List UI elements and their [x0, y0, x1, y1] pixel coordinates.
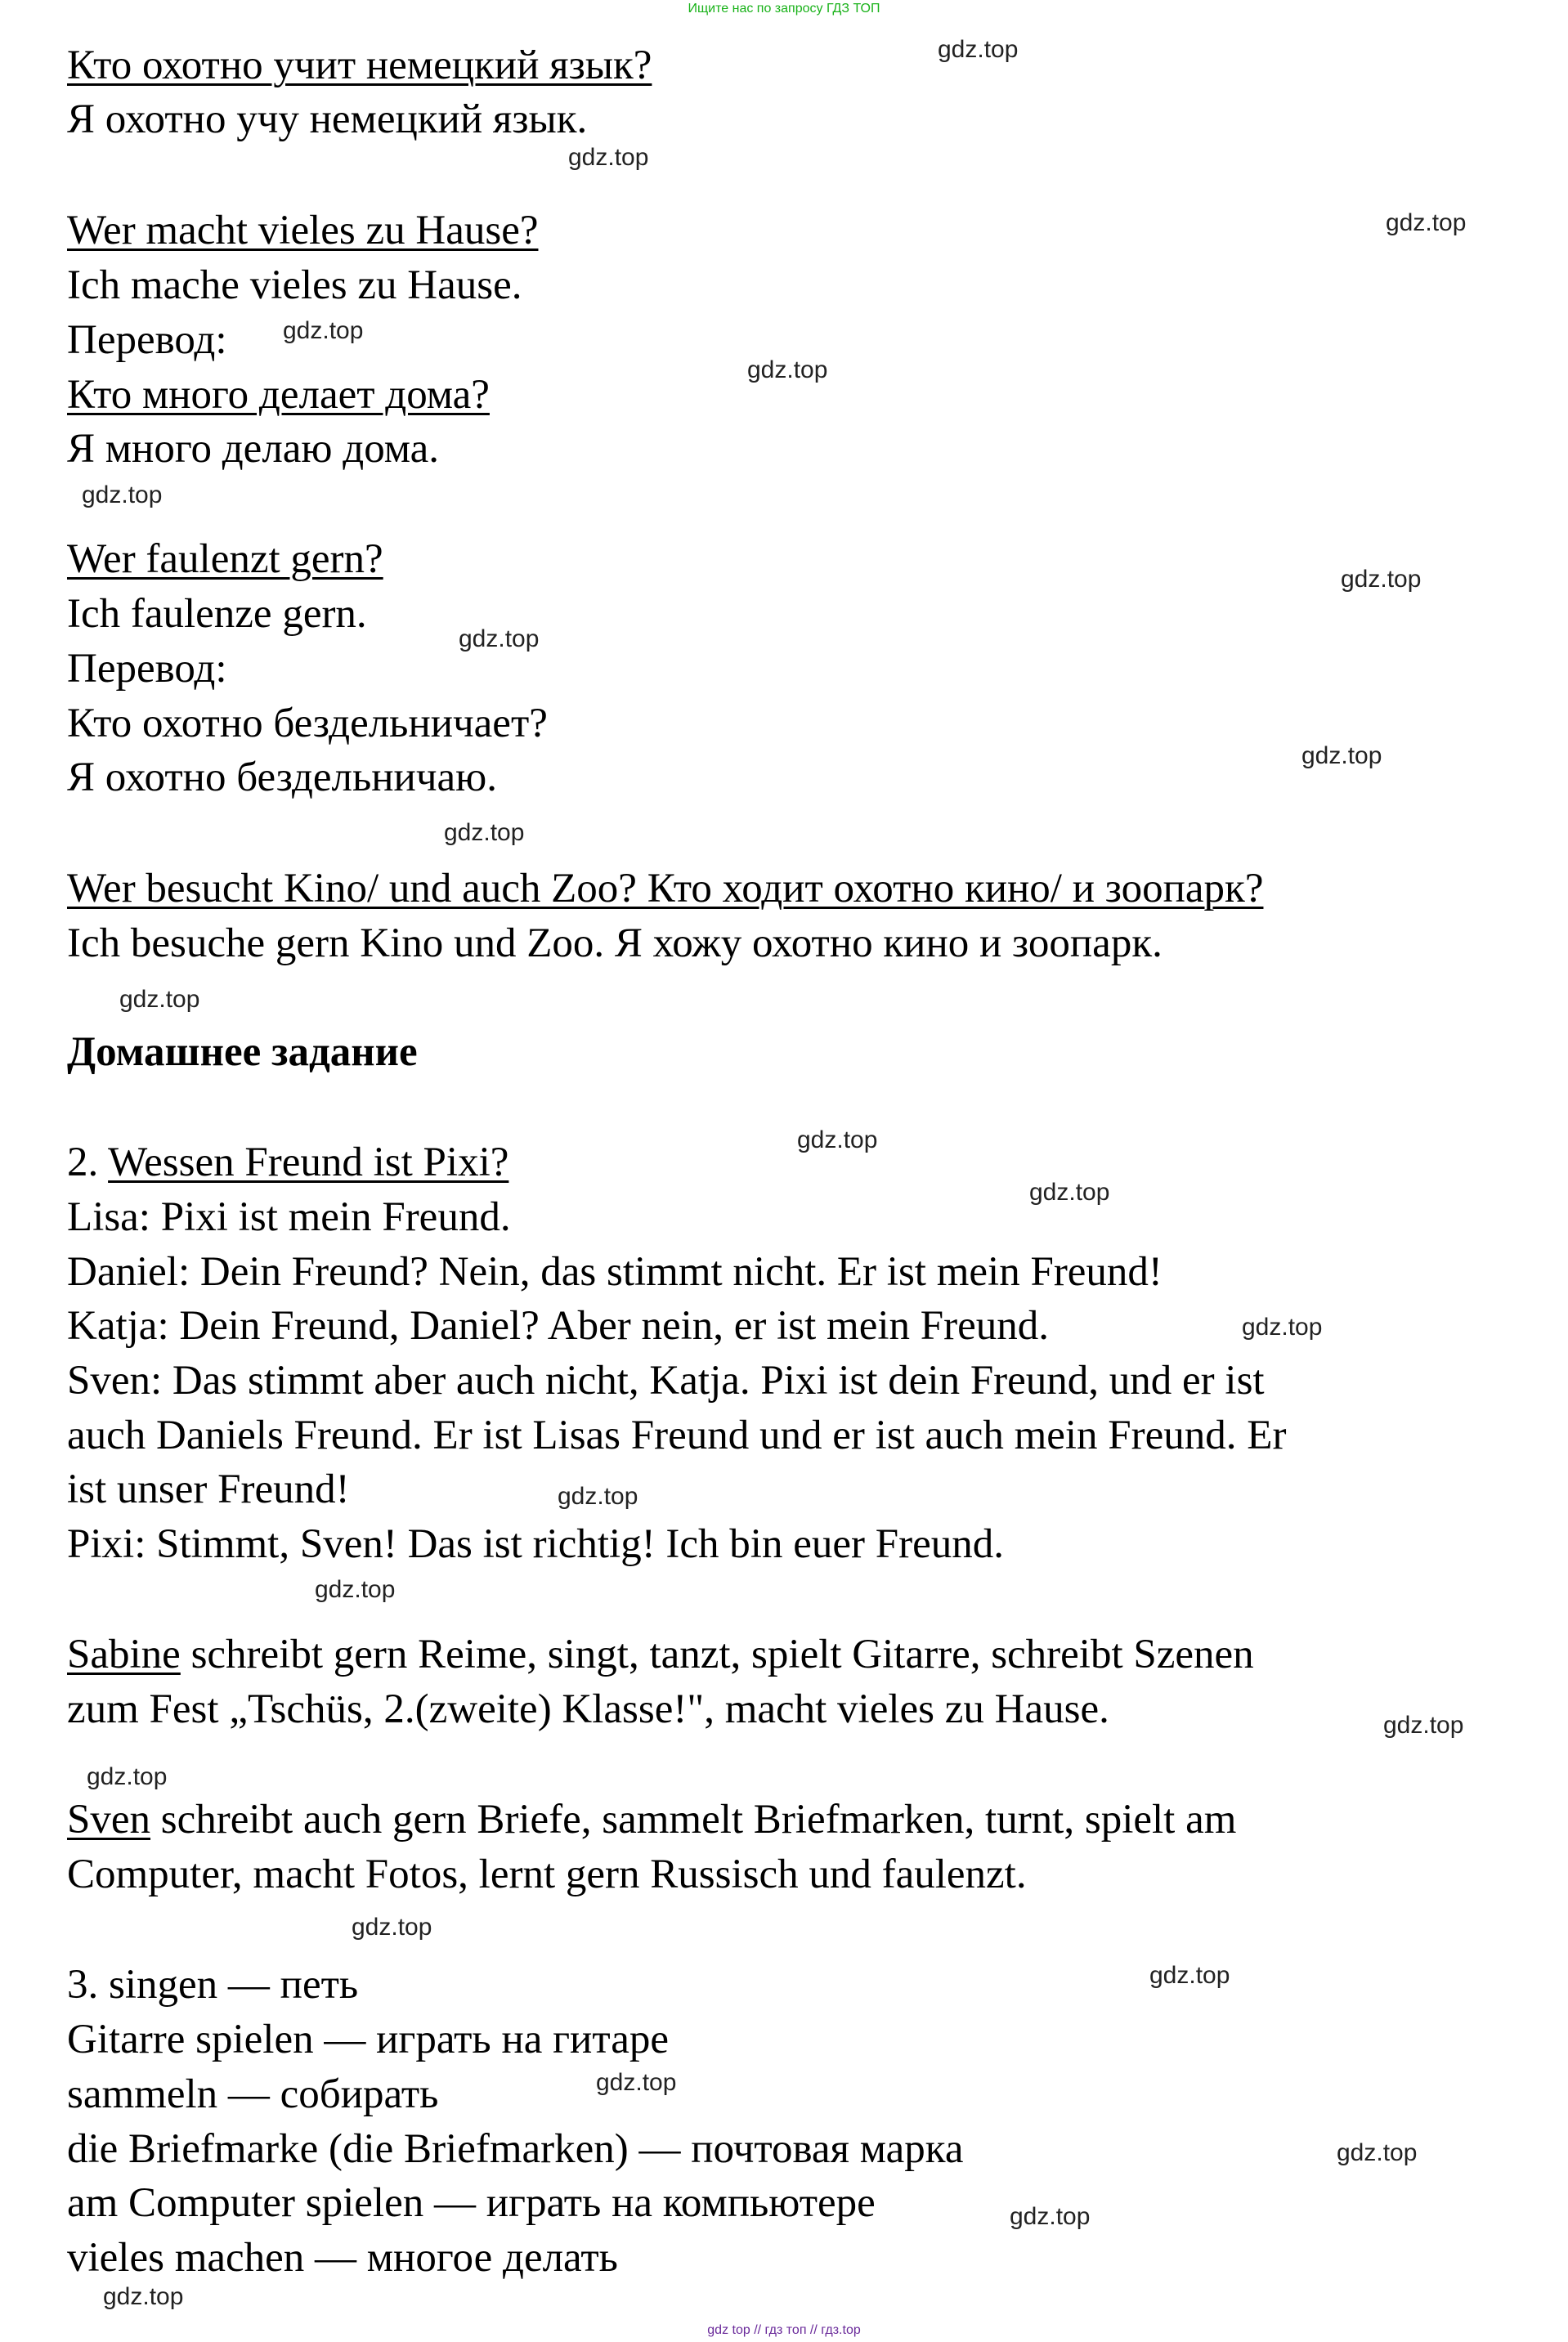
vocab-line: vieles machen — многое делать: [67, 2235, 618, 2281]
dialog-line: Lisa: Pixi ist mein Freund.: [67, 1194, 511, 1240]
sven-line-2: Computer, macht Fotos, lernt gern Russisch und faulenzt.: [67, 1852, 1027, 1897]
watermark: gdz.top: [596, 2069, 677, 2096]
dialog-line: Pixi: Stimmt, Sven! Das ist richtig! Ich bin euer Freund.: [67, 1521, 1004, 1567]
answer-s1: Я охотно учу немецкий язык.: [67, 96, 588, 142]
watermark: gdz.top: [797, 1126, 878, 1153]
bottom-banner: gdz top // гдз топ // гдз.top: [707, 2323, 861, 2337]
answer-s4: Ich besuche gern Kino und Zoo. Я хожу охотно кино и зоопарк.: [67, 920, 1163, 966]
sven-name: Sven: [67, 1797, 150, 1843]
question-s3: Wer faulenzt gern?: [67, 536, 383, 582]
dialog-line: ist unser Freund!: [67, 1467, 350, 1512]
question-s2: Wer macht vieles zu Hause?: [67, 208, 539, 253]
watermark: gdz.top: [1242, 1314, 1323, 1341]
question-s1: Кто охотно учит немецкий язык?: [67, 43, 652, 88]
watermark: gdz.top: [1386, 209, 1467, 236]
watermark: gdz.top: [1341, 566, 1422, 593]
watermark: gdz.top: [119, 986, 200, 1013]
vocab-line: Gitarre spielen — играть на гитаре: [67, 2017, 670, 2062]
watermark: gdz.top: [1337, 2139, 1418, 2166]
watermark: gdz.top: [558, 1483, 638, 1510]
watermark: gdz.top: [1029, 1179, 1110, 1206]
sabine-name: Sabine: [67, 1632, 181, 1677]
exercise-2-heading: Wessen Freund ist Pixi?: [108, 1140, 509, 1185]
answer-s2: Ich mache vieles zu Hause.: [67, 262, 522, 308]
exercise-2-title: [67, 1135, 508, 1189]
watermark: gdz.top: [283, 317, 364, 344]
watermark: gdz.top: [1010, 2203, 1091, 2230]
dialog-line: auch Daniels Freund. Er ist Lisas Freund und er ist auch mein Freund. Er: [67, 1413, 1287, 1458]
vocab-line: die Briefmarke (die Briefmarken) — почтовая марка: [67, 2126, 964, 2172]
sabine-line-2: zum Fest „Tschüs, 2.(zweite) Klasse!", macht vieles zu Hause.: [67, 1686, 1109, 1732]
dialog-line: Katja: Dein Freund, Daniel? Aber nein, er ist mein Freund.: [67, 1303, 1050, 1349]
vocab-line: sammeln — собирать: [67, 2071, 439, 2117]
translation-question-s3: Кто охотно бездельничает?: [67, 701, 548, 746]
translation-answer-s2: Я много делаю дома.: [67, 426, 440, 472]
exercise-2-number: 2.: [67, 1140, 109, 1185]
answer-s3: Ich faulenze gern.: [67, 591, 367, 637]
watermark: gdz.top: [82, 481, 163, 508]
watermark: gdz.top: [315, 1576, 396, 1603]
sabine-line-1: [67, 1628, 1254, 1681]
watermark: gdz.top: [444, 819, 525, 846]
watermark: gdz.top: [459, 625, 540, 652]
sven-text: schreibt auch gern Briefe, sammelt Briefmarken, turnt, spielt am: [150, 1797, 1237, 1843]
watermark: gdz.top: [938, 36, 1019, 63]
translation-question-s2: Кто много делает дома?: [67, 372, 490, 418]
watermark: gdz.top: [87, 1763, 168, 1790]
dialog-line: Daniel: Dein Freund? Nein, das stimmt nicht. Er ist mein Freund!: [67, 1249, 1163, 1295]
watermark: gdz.top: [1149, 1962, 1230, 1989]
vocab-line: am Computer spielen — играть на компьютере: [67, 2180, 876, 2226]
translation-label-s3: Перевод:: [67, 646, 227, 692]
watermark: gdz.top: [568, 144, 649, 171]
sven-line-1: [67, 1793, 1236, 1847]
sabine-text: schreibt gern Reime, singt, tanzt, spielt Gitarre, schreibt Szenen: [180, 1632, 1254, 1677]
homework-heading: Домашнее задание: [67, 1029, 418, 1075]
watermark: gdz.top: [1383, 1712, 1464, 1739]
question-s4: Wer besucht Kino/ und auch Zoo? Кто ходит охотно кино/ и зоопарк?: [67, 866, 1264, 911]
translation-answer-s3: Я охотно бездельничаю.: [67, 755, 497, 800]
dialog-line: Sven: Das stimmt aber auch nicht, Katja. Pixi ist dein Freund, und er ist: [67, 1358, 1265, 1404]
watermark: gdz.top: [103, 2283, 184, 2310]
vocab-line: 3. singen — петь: [67, 1962, 359, 2008]
watermark: gdz.top: [1301, 742, 1382, 769]
watermark: gdz.top: [747, 356, 828, 383]
watermark: gdz.top: [352, 1914, 432, 1941]
translation-label-s2: Перевод:: [67, 317, 227, 363]
top-banner: Ищите нас по запросу ГДЗ ТОП: [688, 2, 880, 16]
